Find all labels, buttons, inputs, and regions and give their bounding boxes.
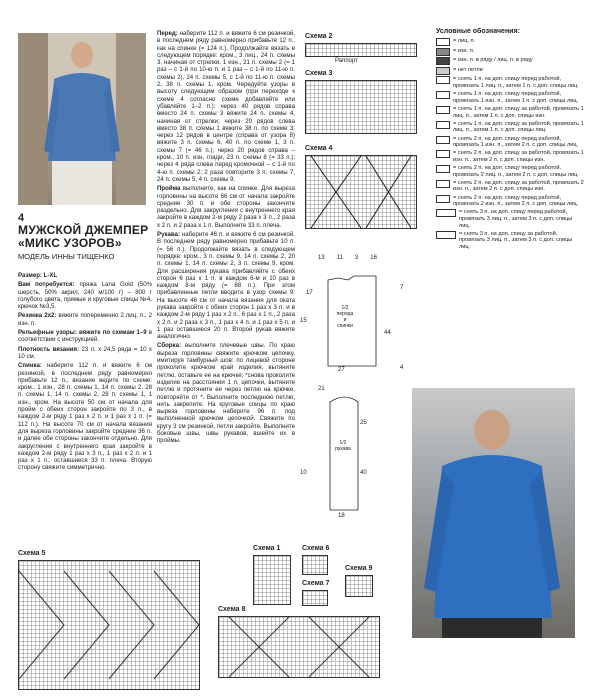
legend-item-15: = снять 3 п. на доп. спицу за работой, провязать 3 лиц. п., затем 3 п. с доп. спицы лиц. [459,230,573,250]
sleeve-cuff-dim: 18 [338,513,345,519]
scheme-6-grid [302,555,328,575]
scheme-9-grid [345,575,373,597]
swatch-cross-5 [436,136,450,144]
front-side-dim: 17 [306,290,313,296]
man-back-illustration [412,388,575,638]
swatch-cross-6 [436,150,450,158]
top-dim-4: 16 [370,255,377,261]
model-number: 4 [18,212,25,224]
front-rib-dim: 4 [400,365,404,371]
sleeve-side-dim: 10 [300,470,307,476]
scheme-3-grid [305,80,417,134]
legend-item-6: = снять 1 п. на доп. спицу перед работой, провязать 1 изн. п., затем 1 п. с доп. спицы лиц. [453,91,579,104]
swatch-cross-10 [436,209,456,217]
swatch-purl [436,48,450,56]
front-width-dim: 27 [338,367,345,373]
rib-heading: Резинка 2х2: [18,312,57,320]
rapport-label: Раппорт [335,58,358,64]
front-shoulder-dim: 7 [400,285,404,291]
scheme-9-label: Схема 9 [345,565,373,572]
top-dim-1: 13 [318,255,325,261]
scheme-1-grid [253,555,291,605]
swatch-none [436,67,450,75]
scheme-5-label: Схема 5 [18,550,46,557]
density-text: 23 п. х 24,5 ряда = 10 х 10 см. [18,345,152,360]
materials-text: пряжа Lana Gold (50% шерсть, 50% акрил, 240 м/100 г) – 800 г голубого цвета, прямые и круговые спицы №4, крючок №3,5. [18,281,152,311]
legend-item-2: = изн. п. [453,47,475,54]
scheme-6-label: Схема 6 [302,545,330,552]
rib-text: вяжите попеременно 2 лиц. п., 2 изн. п. [18,312,152,327]
scheme-7-grid [302,590,328,606]
model-photo-back [412,388,575,638]
scheme-4-cable-lines [306,156,416,228]
scheme-5-grid [18,560,200,690]
armhole-heading: Пройма [157,185,181,193]
front-side-dim-2: 15 [300,318,307,324]
scheme-3-label: Схема 3 [305,70,333,77]
scheme-1-label: Схема 1 [253,545,281,552]
scheme-8-cables [219,617,379,677]
model-title: МУЖСКОЙ ДЖЕМПЕР «МИКС УЗОРОВ» [18,223,149,250]
sleeve-top-dim: 21 [318,386,325,392]
legend-item-11: = снять 2 п. на доп. спицу перед работой, провязать 2 лиц. п., затем 2 п. с доп. спицы лиц. [453,165,579,178]
swatch-cross-4 [436,121,450,129]
front-height-dim: 44 [384,330,391,336]
swatch-cross-1 [436,76,450,84]
legend-item-5: = снять 1 п. на доп. спицу перед работой, провязать 1 лиц. п., затем 1 п. с доп. спицы лиц. [453,76,579,89]
legend-item-13: = снять 2 п. на доп. спицу перед работой, провязать 2 изн. п., затем 2 п. с доп. спицы лиц. [453,194,579,208]
materials-heading: Вам потребуется: [18,281,75,289]
man-front-illustration [18,33,146,205]
legend-item-3: = изн. п. в ряду / лиц. п. в ряду [453,57,533,64]
legend-item-10: = снять 2 п. на доп. спицу за работой, провязать 1 изн. п., затем 2 п. с доп. спицы изн. [453,150,584,163]
top-dim-3: 3 [354,255,359,261]
legend-title: Условные обозначения: [436,28,520,35]
size-text: Размер: L-XL [18,272,58,279]
back-heading: Спинка: [18,362,42,370]
scheme-2-grid [305,43,417,57]
swatch-row [436,57,450,65]
scheme-7-label: Схема 7 [302,580,330,587]
front-heading: Перед: [157,30,178,37]
swatch-cross-7 [436,165,450,173]
scheme-2-label: Схема 2 [305,33,333,40]
scheme-8-grid [218,616,380,678]
scheme-4-grid [305,155,417,229]
swatch-cross-9 [436,195,450,203]
left-text-column [18,272,152,472]
legend-item-1: = лиц. п. [453,38,476,44]
sleeve-pattern [320,392,380,522]
sleeve-heading: Рукава: [157,231,180,239]
top-dim-2: 11 [336,255,343,261]
relief-text: в соответствии с инструкцией. [18,329,152,344]
assembly-text: выполните плечевые швы. По краю выреза горловины свяжите крючком цепочку, имитируя тамбурный шов: по лицевой стороне проколите крючком край изделия, вытяните петлю, оставьте ее на крючке; *снова проколите изделие на расстоянии 1 п. цепочки, вытяните петлю и протяните ее через петлю на крючке, повторяйте от *. Выполните последнюю петлю, нить закрепите. На круговые спицы по краю выреза горловины наберите 96 п. под выполненной крючком цепочкой. Свяжите по кругу 3 см резинкой, петли закройте. Выполните боковые швы, швы рукавов, вшейте их в проймы. [157,342,295,445]
legend-item-12: = снять 2 п. на доп. спицу за работой, провязать 2 изн. п., затем 2 п. с доп. спицы изн. [453,179,584,193]
relief-heading: Рельефные узоры: вяжите по схемам 1–9 [18,329,147,337]
front-back-pattern [318,268,398,373]
swatch-cross-11 [436,231,456,239]
middle-text-column [157,30,295,445]
swatch-cross-2 [436,91,450,99]
legend-item-14: = снять 3 п. на доп. спицу перед работой, провязать 3 лиц. п., затем 3 п. с доп. спицы лиц. [459,209,573,229]
legend-item-9: = снять 2 п. на доп. спицу перед работой, провязать 1 изн. п., затем 2 п. с доп. спицы лиц. [453,135,579,149]
swatch-cross-8 [436,180,450,188]
sleeve-cap-dim: 25 [360,420,367,426]
legend [436,28,584,252]
assembly-heading: Сборка: [157,342,181,350]
back-text: наберите 112 п. и вяжите 6 см резинкой, в последнем ряду равномерно прибавьте 12 п., вязание ведите по схеме: кром., 1 изн., 28 п. схемы 1, 14 п. схемы 2, 28 п. схемы 1, 14 п. схемы 2, 28 п. схемы 1, 1 изн., кром. На высоте 50 см от начала для пройм с обеих сторон закройте по 3 п., в каждом 2-м ряду 1 раз х 2 п. и 1 раз х 1 п. (= 112 п.). На высоте 70 см от начала вязания для выреза горловины закройте средние 36 п. и далее обе стороны закончите отдельно. Для закругления с внутреннего края закройте в каждом 2-м ряду 1 раз х 3 п., 1 раз х 2 п. и 1 раз х 1 п., оставшиеся 33 п. плеча. Вторую сторону свяжите симметрично. [18,362,152,472]
sleeve-text: наберите 46 п. и вяжите 6 см резинкой. В последнем ряду равномерно прибавьте 10 п. (= 56 п.). Продолжайте вязать в следующем порядке: кром., 3 п. схемы 9, 14 п. схемы 2, 20 п. схемы 1, 14 п. схемы 2, 3 п. схемы 9, кром. Для расширения рукава прибавляйте с обеих сторон 6 раз х 1 п. в каждом 6-м и 10 раз в каждом 8-м ряду (= 88 п.). При этом прибавленные петли вводите в узор схемы 9. На высоте 46 см от начала вязания для оката рукава закройте с обеих сторон 1 раз х 3 п. и в каждом 2-м ряду 1 раз х 2 п., 6 раз х 1 п., 2 раза х 2 п. и 2 раза х 3 п., 1 раз х 4 п. и 1 раз х 5 п. и 1 раз оставшиеся 20 п. Второй рукав вяжите аналогично. [157,231,295,341]
front-back-label: 1/2 переда и спинки [336,305,354,329]
front-text: наберите 112 п. и вяжите 6 см резинкой, в последнем ряду равномерно прибавьте 12 п., как на спинке (= 124 п.). Продолжайте вязать в следующем порядке: кром., 3 лиц., 24 п. схемы 3, начиная от стрелки, 1 изн., 21 п. схемы 2 (= 1 раз – с 1-й по 10-ю п. и 1 раз – с 1-й по 11-ю п. схемы 2), 24 п. схемы 5, с 1-й по 11-ю п. схемы 2, 38 п. схемы 1, кром. Чередуйте узоры в высоту следующим образом (при переходе к схеме 4 согласно схеме добавляйте или убавляйте 1–2 п.): через 40 рядов справа вместо 24 п. схемы 3 вяжите 24 п. схемы 4, начиная от стрелки; через 20 рядов слева вместо 38 п. схемы 1 вяжите 38 п. по схеме 3; через 12 рядов в центре (справа от узора 8) вяжите 3 п. схемы 6, 40 п. по схеме 1, 3 п. схемы 7 (= 46 п.); через 20 рядов справа – кром., 10 п. изн. глади, 23 п. схемы 8 (= 33 п.); через 4 ряда слева перед кромочной – с 1-й по 4-ю п. схемы 2; 2 раза повторите 3 п. схемы 7, 24 п. схемы 5, 4 п. схемы 9. [157,30,296,183]
scheme-8-label: Схема 8 [218,606,246,613]
sleeve-length-dim: 40 [360,470,367,476]
legend-item-8: = снять 1 п. на доп. спицу за работой, провязать 1 лиц. п., затем 1 п. с доп. спицы лиц. [453,120,584,134]
scheme-5-diamonds [19,561,199,689]
legend-item-4: = нет петли [453,66,483,73]
swatch-knit [436,38,450,46]
model-author: МОДЕЛЬ ИННЫ ТИЩЕНКО [18,252,115,261]
density-heading: Плотность вязания: [18,345,80,353]
model-photo-front [18,33,146,205]
swatch-cross-3 [436,106,450,114]
scheme-4-label: Схема 4 [305,145,333,152]
armhole-text: выполните, как на спинке. Для выреза горловины на высоте 66 см от начала закройте средние 30 п. и обе стороны закончите раздельно. Для закругления с внутреннего края закройте в каждом 2-м ряду 2 раза х 3 п., 2 раза х 2 п. и 2 раза х 1 п. Выполните 33 п. плеча. [157,185,295,229]
sleeve-label: 1/2 рукава [335,440,351,452]
legend-item-7: = снять 1 п. на доп. спицу за работой, провязать 1 лиц. п., затем 1 п. с доп. спицы изн. [453,105,584,119]
